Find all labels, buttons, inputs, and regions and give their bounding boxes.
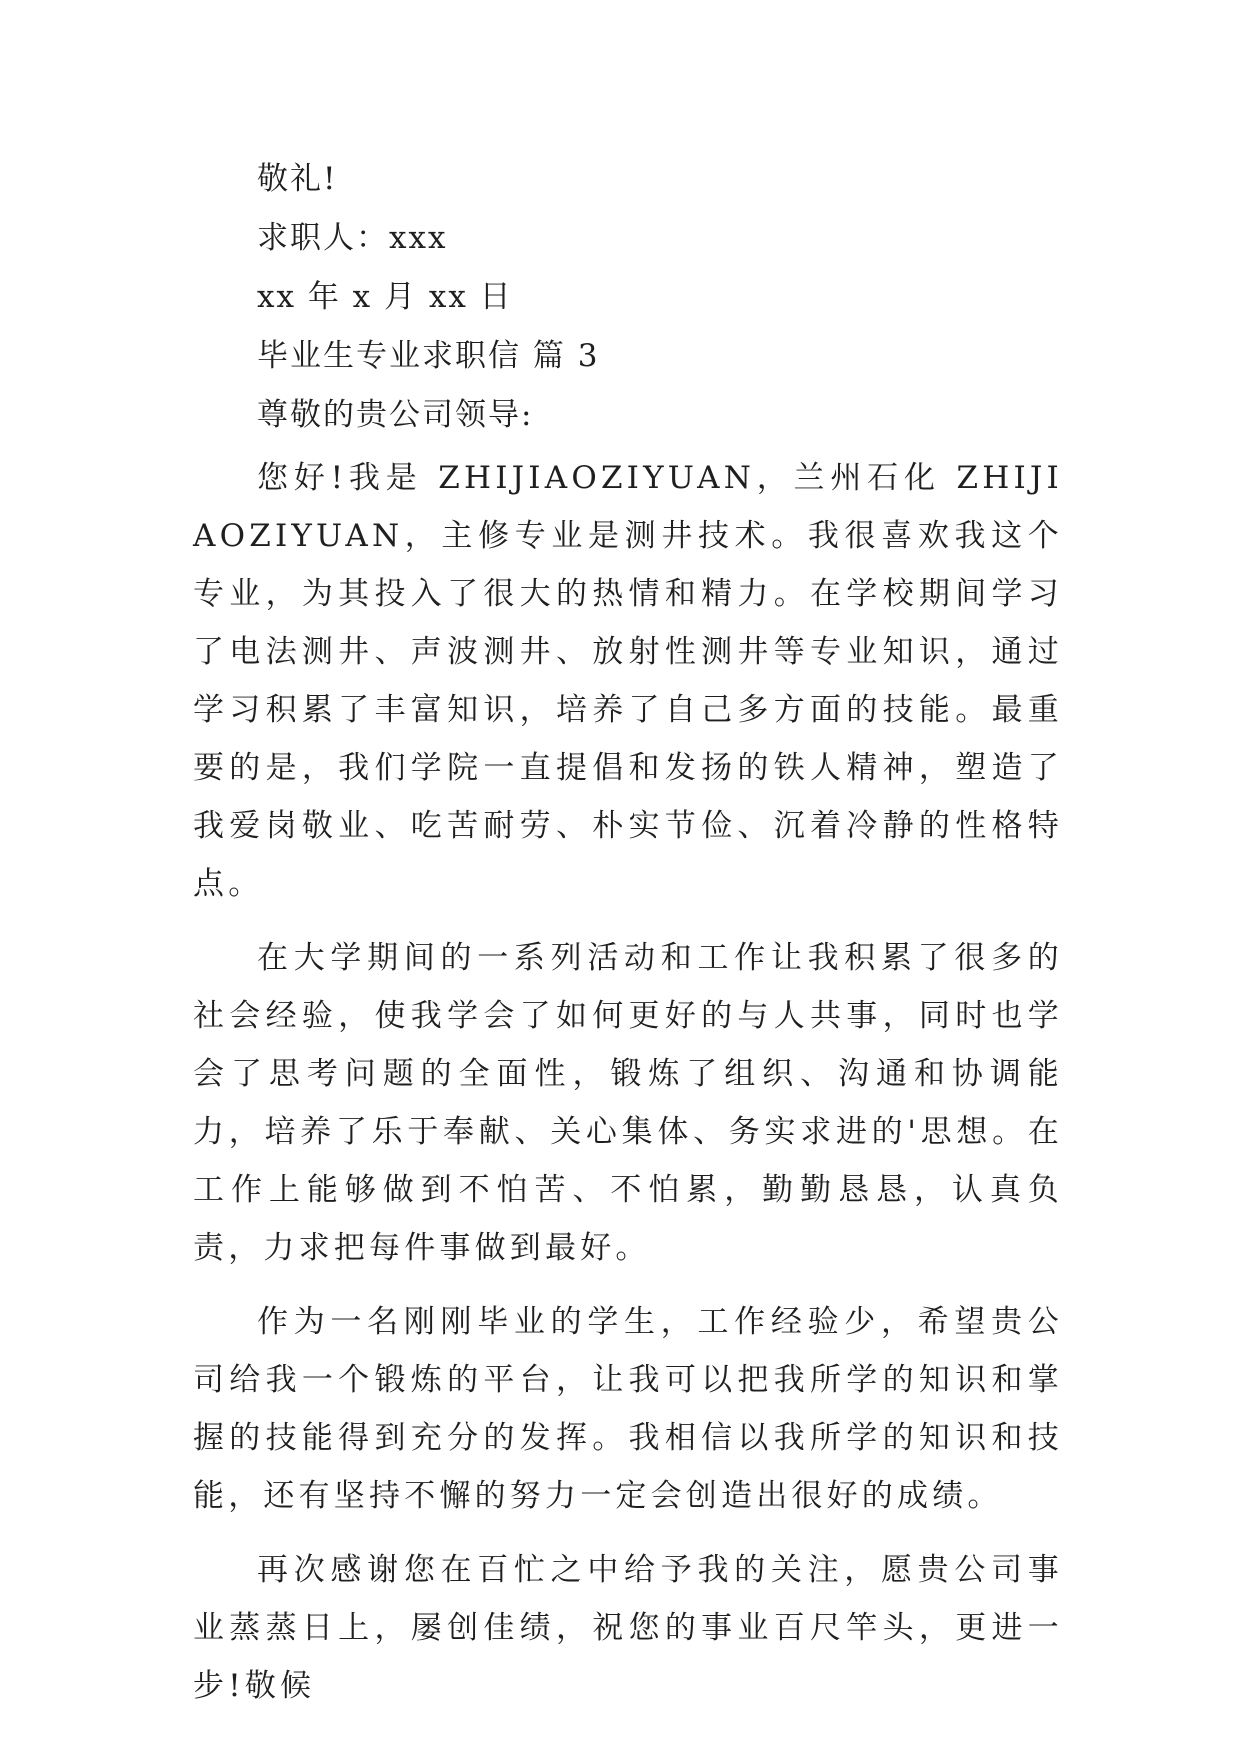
salutation: 尊敬的贵公司领导: (257, 397, 534, 433)
closing-line: 敬礼! (257, 161, 338, 197)
section-title: 毕业生专业求职信 篇 3 (257, 338, 600, 374)
date-line: xx 年 x 月 xx 日 (257, 279, 513, 315)
paragraph-intro: 您好!我是 ZHIJIAOZIYUAN，兰州石化 ZHIJIAOZIYUAN，主修专业是测井技术。我很喜欢我这个专业，为其投入了很大的热情和精力。在学校期间学习了电法测井、声波测井、放射性测井等专业知识，通过学习积累了丰富知识，培养了自己多方面的技能。最重要的是，我们学院一直提倡和发扬的铁人精神，塑造了我爱岗敬业、吃苦耐劳、朴实节俭、沉着冷静的性格特点。 (193, 460, 1063, 902)
paragraph-request: 作为一名刚刚毕业的学生，工作经验少，希望贵公司给我一个锻炼的平台，让我可以把我所学的知识和掌握的技能得到充分的发挥。我相信以我所学的知识和技能，还有坚持不懈的努力一定会创造出很好的成绩。 (193, 1304, 1063, 1514)
paragraph-thanks: 再次感谢您在百忙之中给予我的关注，愿贵公司事业蒸蒸日上，屡创佳绩，祝您的事业百尺竿头，更进一步!敬候 (193, 1552, 1063, 1704)
applicant-line: 求职人：xxx (257, 220, 448, 256)
letter-content (193, 158, 1063, 1731)
paragraph-experience: 在大学期间的一系列活动和工作让我积累了很多的社会经验，使我学会了如何更好的与人共事，同时也学会了思考问题的全面性，锻炼了组织、沟通和协调能力，培养了乐于奉献、关心集体、务实求进的'思想。在工作上能够做到不怕苦、不怕累，勤勤恳恳，认真负责，力求把每件事做到最好。 (193, 940, 1063, 1266)
